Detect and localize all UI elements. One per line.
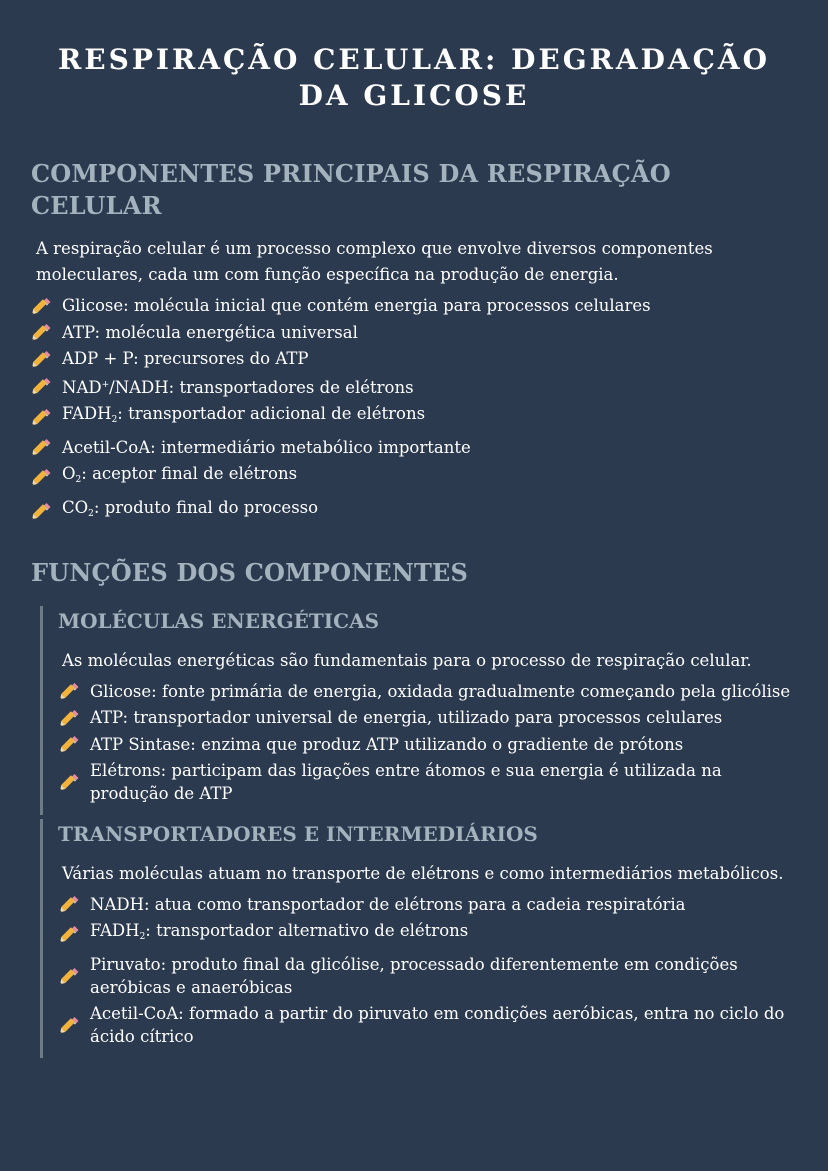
section-intro-componentes: A respiração celular é um processo complexo que envolve diversos componentes moleculares, cada um com função específica na produção de energia. — [36, 239, 713, 284]
pencil-icon — [30, 323, 52, 341]
pencil-icon — [58, 895, 80, 913]
list-item — [30, 374, 798, 399]
list-item-text: $FADH_2$: transportador alternativo de elétrons — [90, 921, 469, 942]
pencil-icon — [58, 682, 80, 700]
list-item — [58, 893, 798, 916]
pencil-icon — [58, 925, 80, 943]
list-item-text: ATP: molécula energética universal — [62, 322, 358, 342]
list-item-text: $FADH_2$: transportador adicional de elétrons — [62, 404, 426, 425]
pencil-icon — [58, 709, 80, 727]
subsection-title-transportadores: TRANSPORTADORES E INTERMEDIÁRIOS — [58, 821, 538, 846]
subsection-transportadores — [40, 819, 798, 1058]
section-title-componentes: COMPONENTES PRINCIPAIS DA RESPIRAÇÃO CELULAR — [31, 159, 671, 220]
list-item — [30, 462, 798, 492]
subsection-intro-transportadores: Várias moléculas atuam no transporte de elétrons e como intermediários metabólicos. — [62, 863, 784, 883]
pencil-icon — [30, 438, 52, 456]
pencil-icon — [58, 1016, 80, 1034]
pencil-icon — [30, 297, 52, 315]
pencil-icon — [30, 350, 52, 368]
list-item-text: Acetil-CoA: formado a partir do piruvato em condições aeróbicas, entra no ciclo do ácido cítrico — [90, 1004, 785, 1046]
list-item-text: Acetil-CoA: intermediário metabólico importante — [62, 437, 471, 457]
list-item — [30, 402, 798, 432]
list-item — [30, 321, 798, 344]
pencil-icon — [58, 735, 80, 753]
bullet-list-moleculas — [58, 680, 798, 806]
list-item — [58, 953, 798, 999]
list-item-text: Piruvato: produto final da glicólise, processado diferentemente em condições aeróbicas e anaeróbicas — [90, 954, 738, 997]
list-item — [58, 706, 798, 729]
list-item-text: ATP Sintase: enzima que produz ATP utilizando o gradiente de prótons — [90, 734, 684, 754]
list-item — [58, 733, 798, 756]
list-item — [30, 294, 798, 317]
list-item — [30, 496, 798, 526]
bullet-list-componentes — [30, 294, 798, 526]
list-item — [58, 759, 798, 805]
list-item — [58, 680, 798, 703]
list-item — [30, 347, 798, 370]
page-title: RESPIRAÇÃO CELULAR: DEGRADAÇÃO DA GLICOSE — [57, 43, 771, 112]
pencil-icon — [30, 468, 52, 486]
bullet-list-transportadores — [58, 893, 798, 1049]
pencil-icon — [30, 377, 52, 395]
subsection-title-moleculas: MOLÉCULAS ENERGÉTICAS — [58, 608, 380, 633]
list-item-text: NADH: atua como transportador de elétrons para a cadeia respiratória — [90, 894, 686, 914]
list-item — [58, 1002, 798, 1048]
pencil-icon — [30, 408, 52, 426]
pencil-icon — [58, 773, 80, 791]
list-item — [30, 436, 798, 459]
list-item-text: Glicose: fonte primária de energia, oxidada gradualmente começando pela glicólise — [90, 681, 791, 701]
list-item-text: NAD+/NADH: transportadores de elétrons — [62, 377, 414, 397]
list-item-text: Glicose: molécula inicial que contém energia para processos celulares — [62, 296, 651, 315]
subsection-intro-moleculas: As moléculas energéticas são fundamentais para o processo de respiração celular. — [62, 650, 752, 670]
list-item-text: Elétrons: participam das ligações entre átomos e sua energia é utilizada na produção de ATP — [90, 761, 722, 803]
list-item-text: $O_2$: aceptor final de elétrons — [62, 464, 298, 485]
pencil-icon — [58, 967, 80, 985]
section-title-funcoes: FUNÇÕES DOS COMPONENTES — [31, 557, 469, 587]
pencil-icon — [30, 502, 52, 520]
list-item-text: $CO_2$: produto final do processo — [62, 497, 319, 519]
subsection-moleculas-energeticas — [40, 606, 798, 815]
list-item-text: ATP: transportador universal de energia, utilizado para processos celulares — [90, 708, 723, 727]
list-item — [58, 919, 798, 949]
list-item-text: ADP + P: precursores do ATP — [62, 349, 309, 368]
